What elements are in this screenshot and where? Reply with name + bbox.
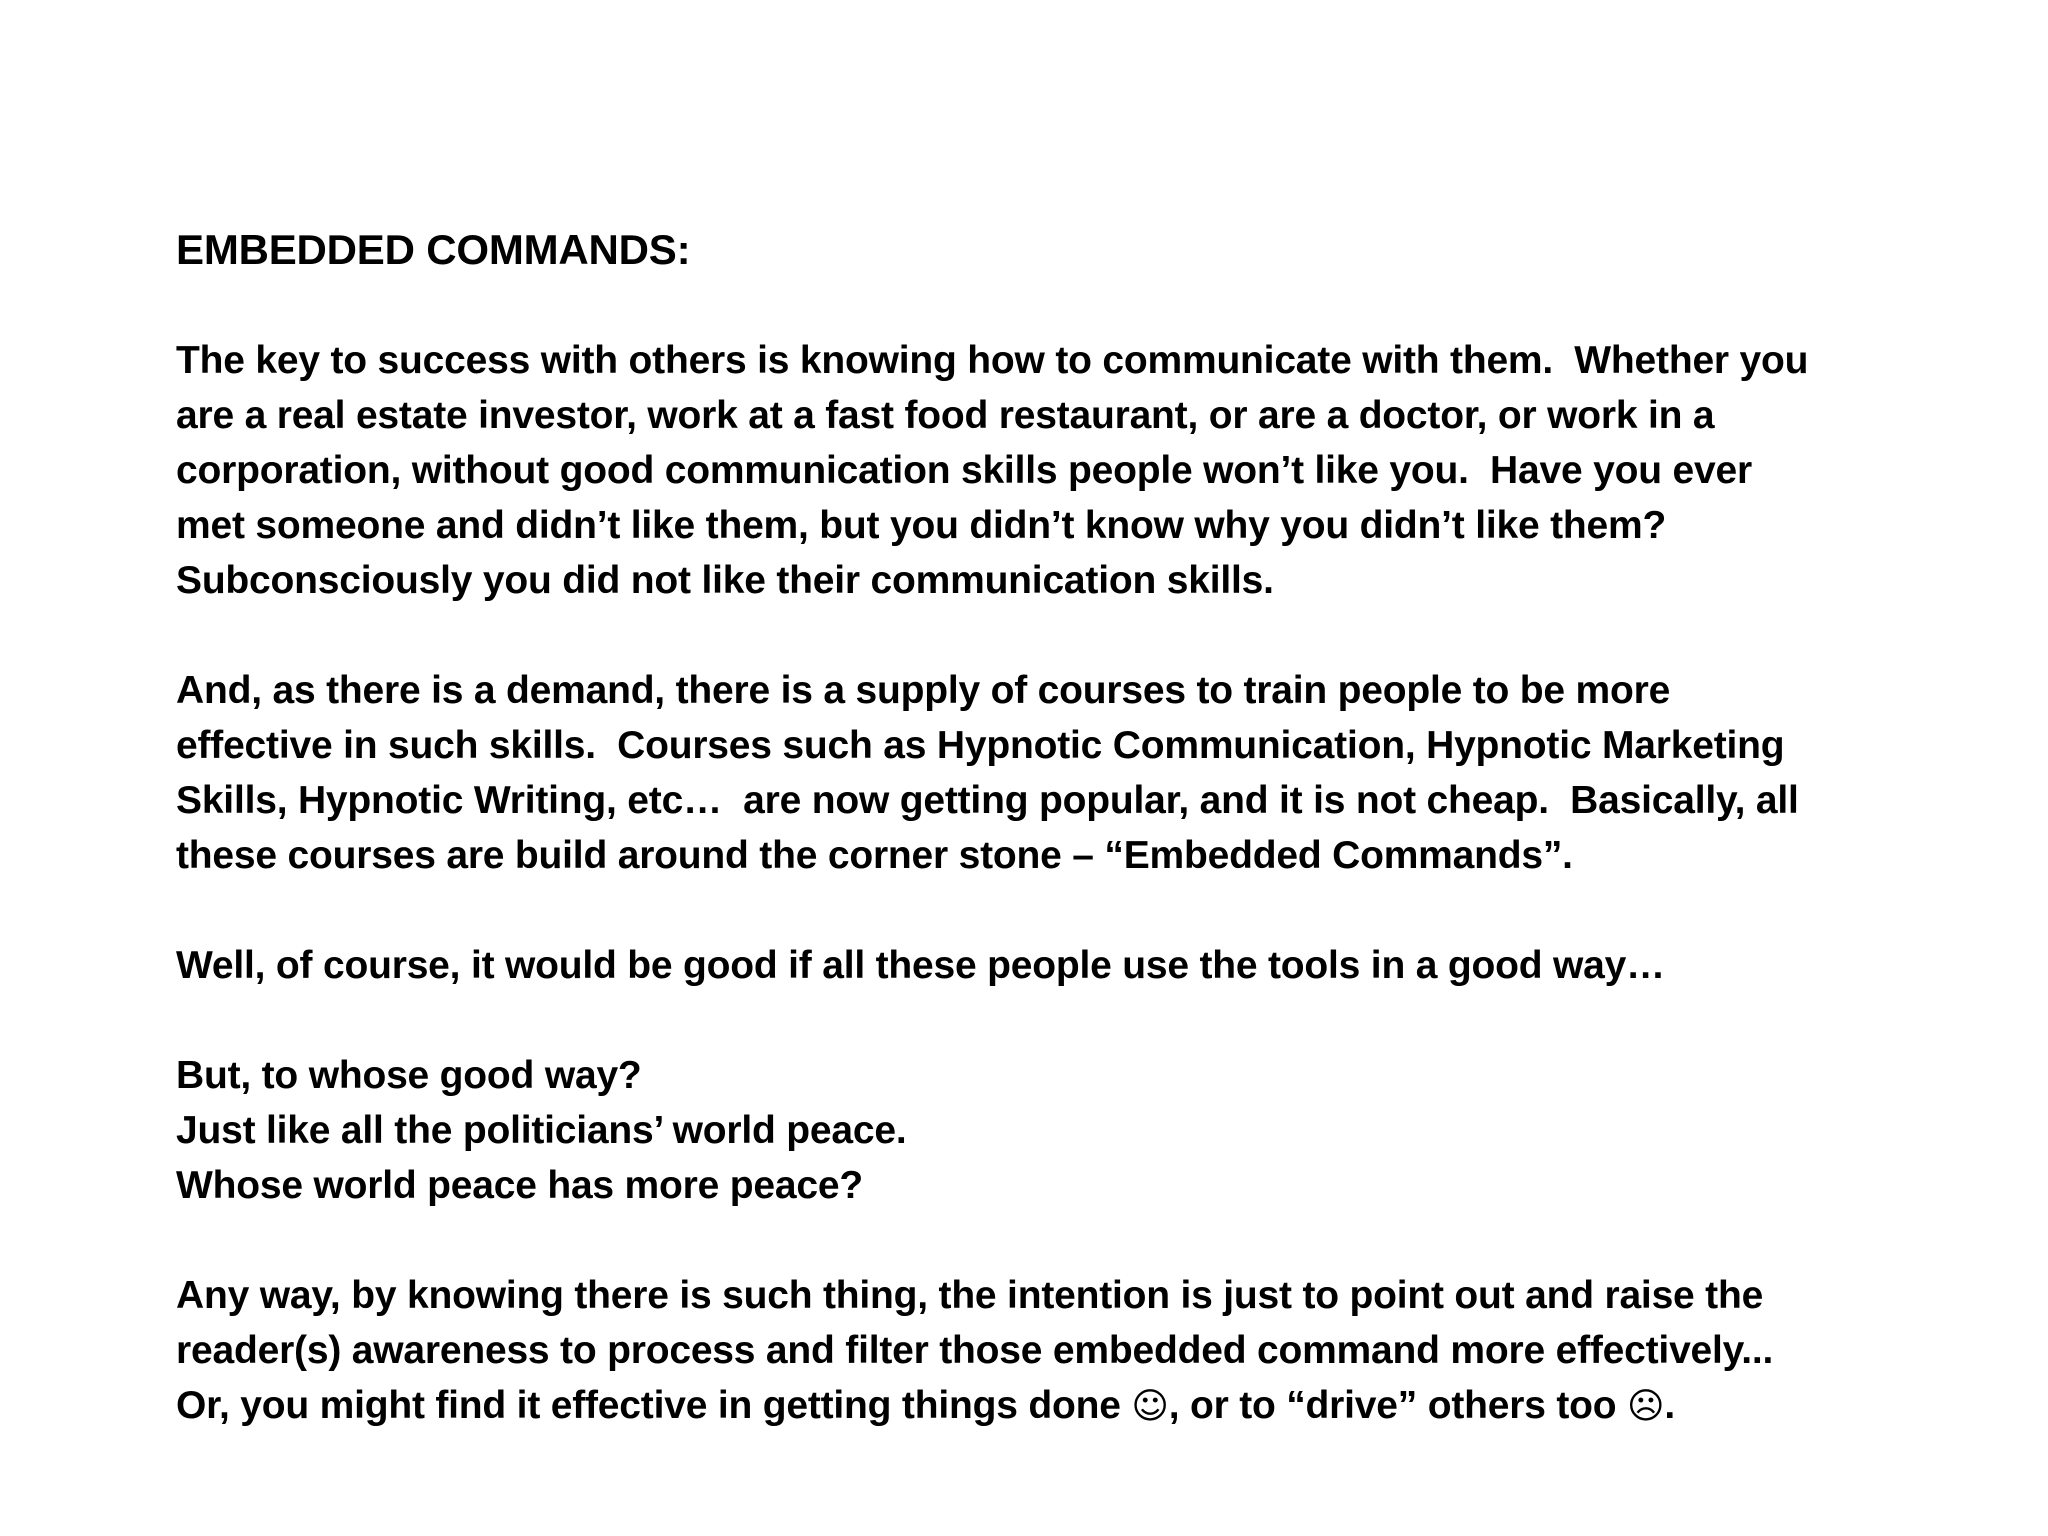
paragraph-line: these courses are build around the corner stone – “Embedded Commands”. (176, 834, 1573, 877)
paragraph-line-with-emoji (176, 1378, 1996, 1434)
paragraph-line: Well, of course, it would be good if all these people use the tools in a good way… (176, 944, 1665, 987)
line-text: Or, you might find it effective in getting things done (176, 1384, 1132, 1427)
line-text: , or to “drive” others too (1168, 1384, 1627, 1427)
paragraph-line: Whose world peace has more peace? (176, 1164, 863, 1207)
paragraph-line: And, as there is a demand, there is a supply of courses to train people to be more (176, 669, 1671, 712)
slide-content (176, 222, 1996, 1434)
spacer (176, 608, 1996, 663)
paragraph-line: reader(s) awareness to process and filter those embedded command more effectively... (176, 1329, 1774, 1372)
spacer (176, 278, 1996, 333)
line-text: . (1664, 1384, 1675, 1427)
frowning-face-icon: ☹ (1626, 1386, 1665, 1427)
paragraph-line: effective in such skills. Courses such as Hypnotic Communication, Hypnotic Marketing (176, 724, 1785, 767)
paragraph-2 (176, 663, 1996, 883)
paragraph-1 (176, 333, 1996, 608)
paragraph-line: But, to whose good way? (176, 1054, 642, 1097)
paragraph-line: Skills, Hypnotic Writing, etc… are now getting popular, and it is not cheap. Basically, all (176, 779, 1799, 822)
smiley-face-icon: ☺ (1131, 1386, 1169, 1427)
paragraph-line: Any way, by knowing there is such thing, the intention is just to point out and raise the (176, 1274, 1764, 1317)
spacer (176, 883, 1996, 938)
paragraph-line: corporation, without good communication skills people won’t like you. Have you ever (176, 449, 1752, 492)
paragraph-5 (176, 1268, 1996, 1434)
page-title: EMBEDDED COMMANDS: (176, 226, 691, 273)
spacer (176, 993, 1996, 1048)
paragraph-line: Subconsciously you did not like their communication skills. (176, 559, 1274, 602)
paragraph-4 (176, 1048, 1996, 1213)
paragraph-line: The key to success with others is knowing how to communicate with them. Whether you (176, 339, 1809, 382)
paragraph-line: met someone and didn’t like them, but you didn’t know why you didn’t like them? (176, 504, 1667, 547)
paragraph-line: Just like all the politicians’ world peace. (176, 1109, 907, 1152)
spacer (176, 1213, 1996, 1268)
paragraph-3 (176, 938, 1996, 993)
paragraph-line: are a real estate investor, work at a fast food restaurant, or are a doctor, or work in a (176, 394, 1715, 437)
